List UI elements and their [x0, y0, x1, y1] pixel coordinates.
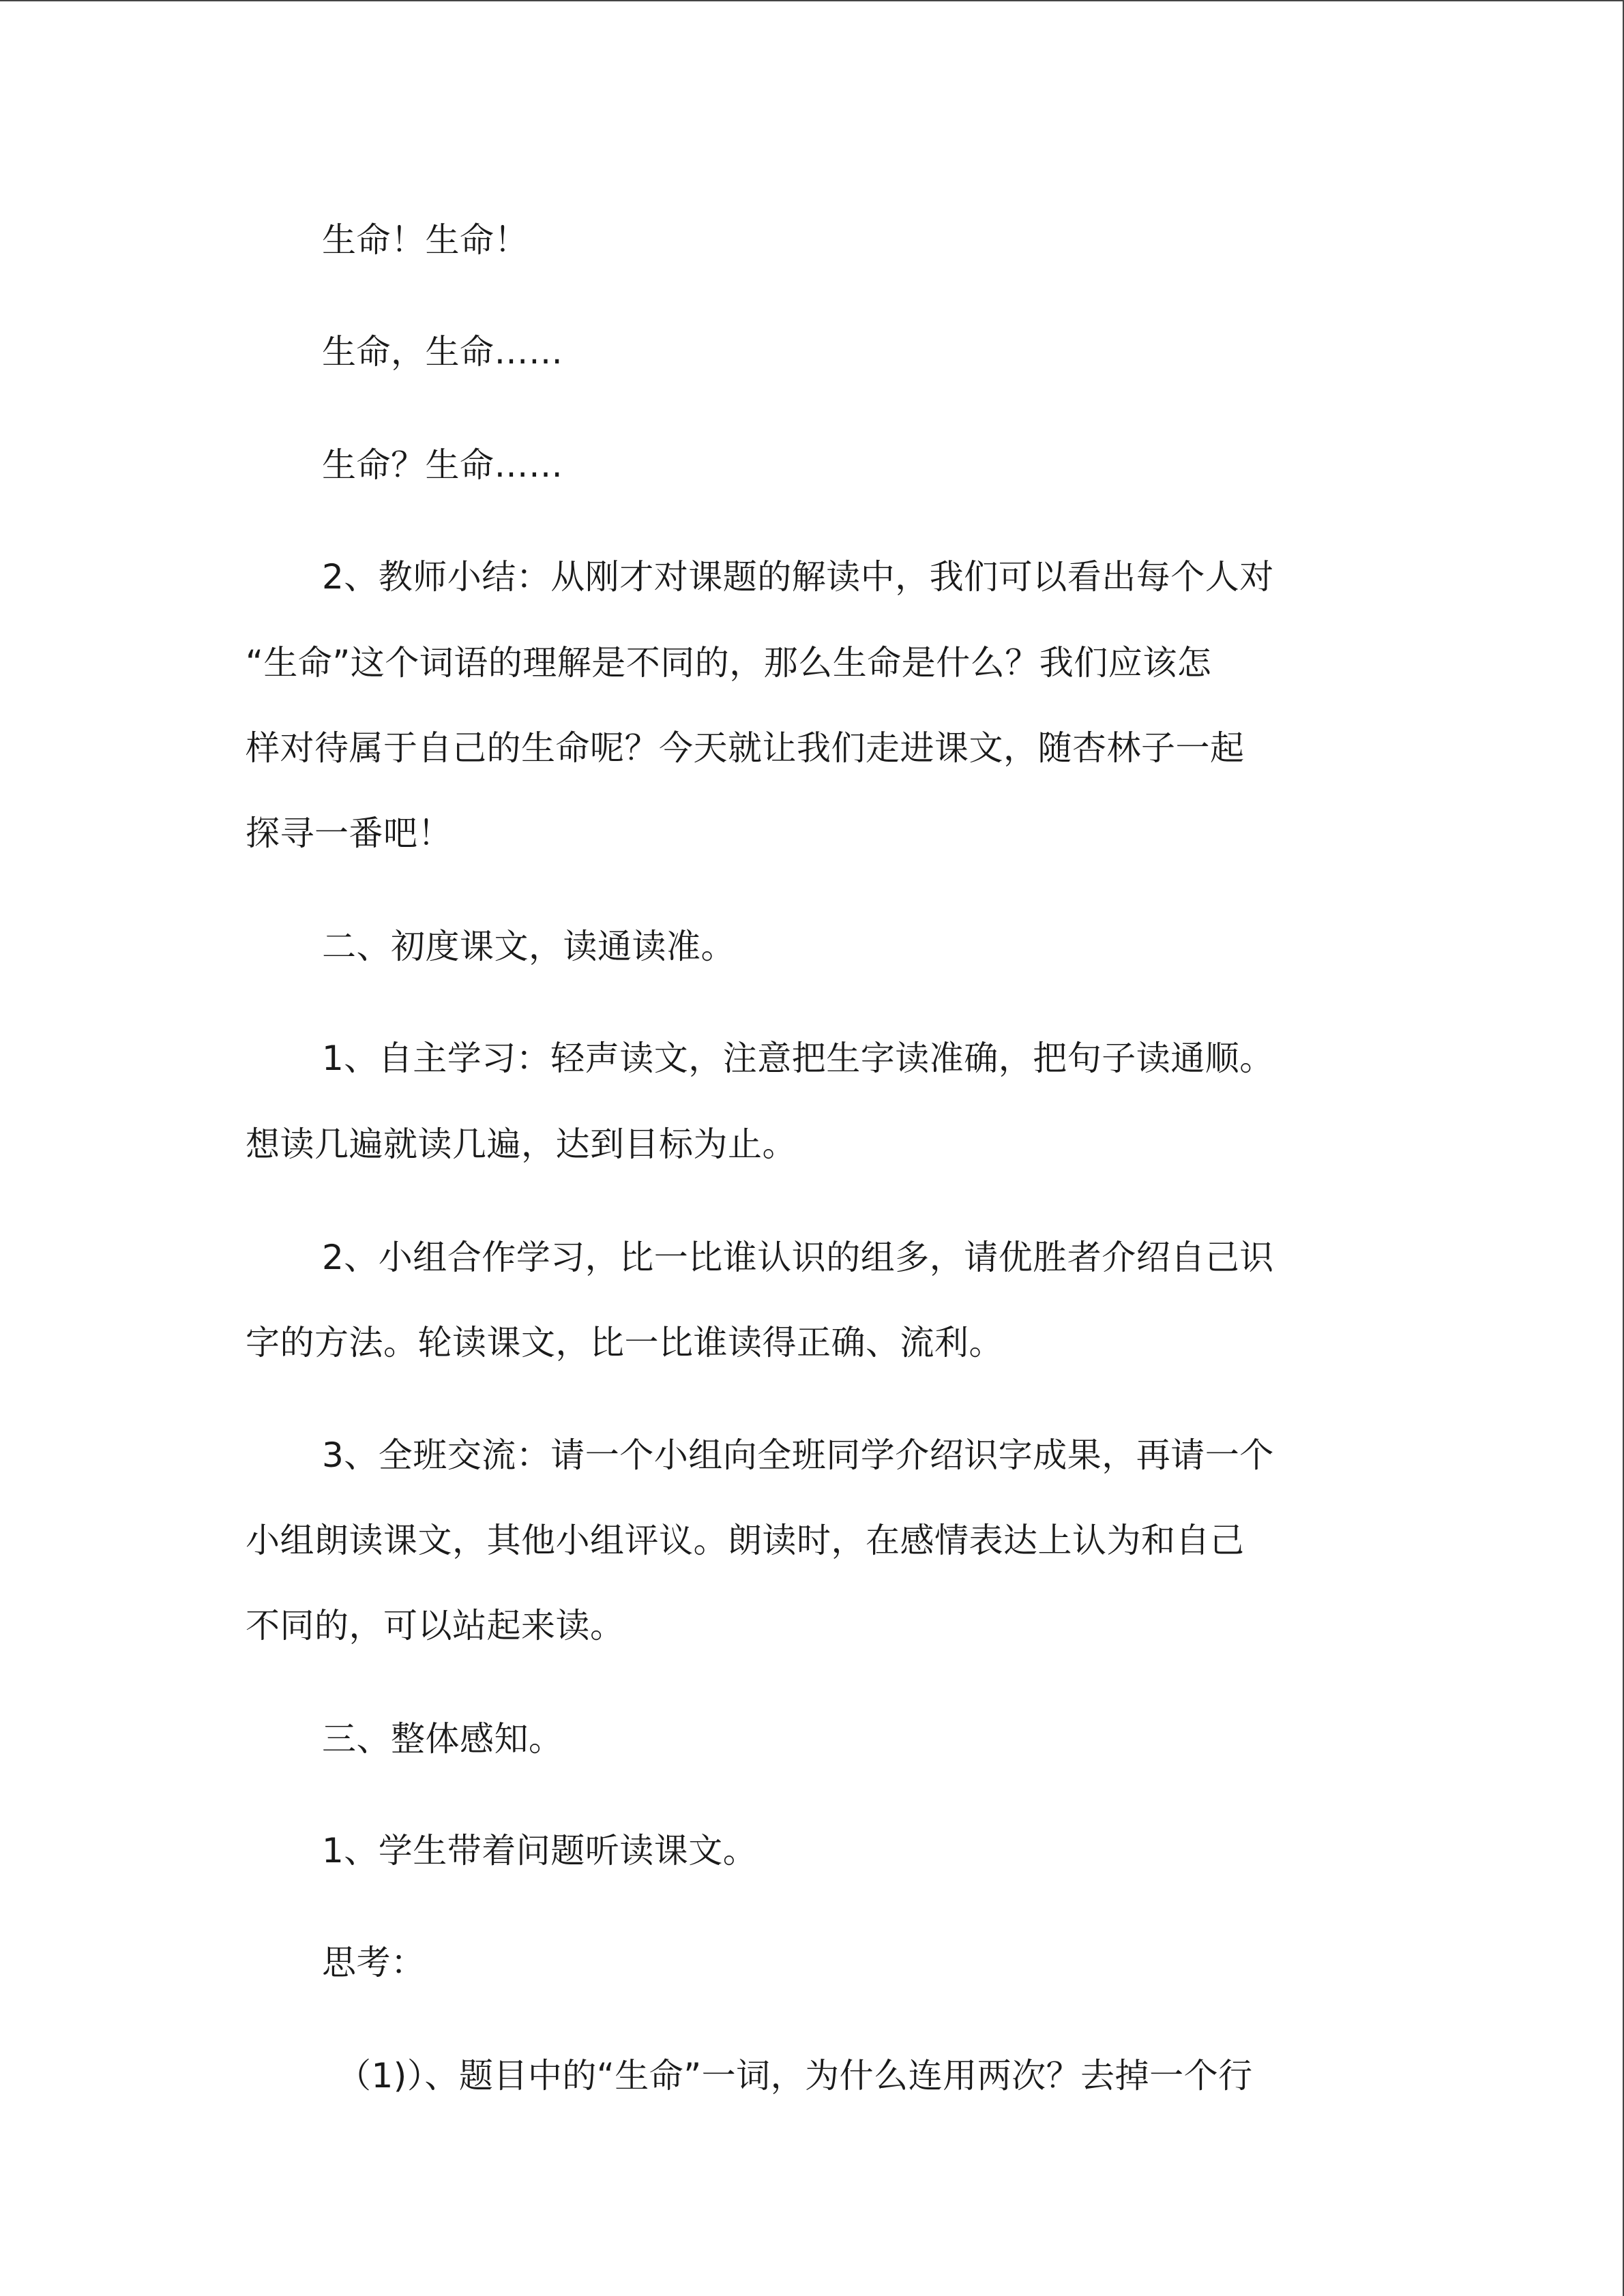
- text-line: 生命！生命！: [322, 220, 529, 260]
- text-line: 探寻一番吧！: [246, 814, 452, 853]
- section-heading: 三、整体感知。: [322, 1719, 563, 1759]
- text-line: 1、学生带着问题听读课文。: [322, 1831, 758, 1870]
- text-line: 思考：: [322, 1943, 426, 1982]
- text-line: 不同的，可以站起来读。: [246, 1606, 625, 1645]
- text-line: （1)）、题目中的“生命”一词，为什么连用两次？去掉一个行: [337, 2056, 1253, 2096]
- text-line: 2、小组合作学习，比一比谁认识的组多，请优胜者介绍自己识: [322, 1238, 1274, 1277]
- text-line: 生命？生命……: [322, 445, 563, 485]
- text-line: 3、全班交流：请一个小组向全班同学介绍识字成果，再请一个: [322, 1435, 1274, 1475]
- text-line: 样对待属于自己的生命呢？今天就让我们走进课文，随杏林子一起: [246, 728, 1245, 768]
- text-line: 小组朗读课文，其他小组评议。朗读时，在感情表达上认为和自己: [246, 1521, 1245, 1560]
- text-line: “生命”这个词语的理解是不同的，那么生命是什么？我们应该怎: [246, 643, 1212, 683]
- text-line: 字的方法。轮读课文，比一比谁读得正确、流利。: [246, 1323, 1003, 1362]
- text-line: 2、教师小结：从刚才对课题的解读中，我们可以看出每个人对: [322, 557, 1274, 597]
- text-line: 想读几遍就读几遍，达到目标为止。: [246, 1124, 797, 1164]
- text-line: 生命，生命……: [322, 332, 563, 372]
- section-heading: 二、初度课文，读通读准。: [322, 927, 735, 966]
- text-line: 1、自主学习：轻声读文，注意把生字读准确，把句子读通顺。: [322, 1039, 1274, 1078]
